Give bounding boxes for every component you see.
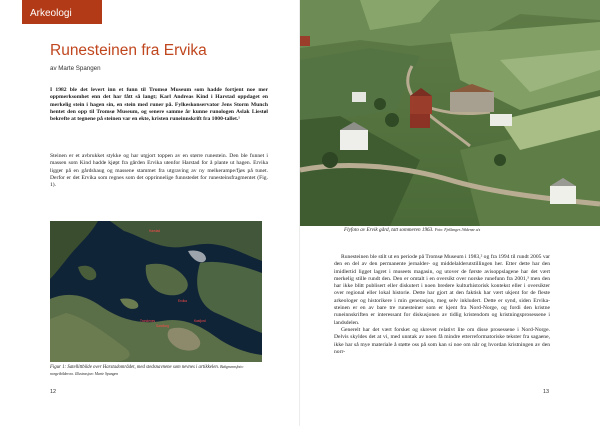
byline: av Marte Spangen xyxy=(50,65,101,72)
body-paragraph: Generelt har det vært forsket og skrevet relativt lite om disse prosessene i Nord-Norge. Delvis skyldes det at vi, med unntak av noen få mindre etterreformatoriske tekster fra sagaene, ikke har så mye materiale å støtte oss på som kan si noe om når og hvordan kristningen av den norr- xyxy=(334,326,550,355)
section-label: Arkeologi xyxy=(22,0,102,24)
page-number-right: 13 xyxy=(543,389,550,395)
figure-caption-text: Figur 1: Satellittbilde over Harstadområdet, med stedsnavnene som nevnes i artikkelen. xyxy=(50,365,219,370)
figure-caption xyxy=(50,364,264,378)
map-label-sandtorg: Sandtorg xyxy=(156,324,169,328)
map-label-harstad: Harstad xyxy=(149,229,161,233)
aerial-photo xyxy=(300,0,600,226)
body-paragraph: Runesteinen ble stilt ut en periode på Tromsø Museum i 1983,² og fra 1994 til rundt 2005 var den en del av den permanente jernalder- og middelalderutstillingen her. Etter dette har den imidlertid ligget lagret i museets magasin, og utover de første avisoppslagene har det vært merkelig stille rundt den. Den er omtalt i en oversikt over norske runefunn fra 2001,³ men den har ikke blitt publisert eller diskutert i noen bredere kulturhistorisk kontekst eller i oversikter over regional eller lokal historie. Dette har gjort at den faktisk har vært ukjent for de fleste arkeologer og historikere i min generasjon, meg selv inkludert. Dette er synd, siden Ervika-steinen er en av bare tre runesteiner som er kjent fra Nord-Norge, og fordi den kristne runeinnskriften er interessant for diskusjonen av tidlig kristendom og kristningsprosessene i landsdelen. xyxy=(334,254,550,326)
body-paragraph: Steinen er et avbrukket stykke og har utgjort toppen av en større runestein. Den ble funnet i massen som Kind hadde kjøpt fra gården Ervika utenfor Harstad for å plante ut hagen. Ervika ligger på en gårdshaug og massene stammet fra utgraving av ny melkerampe/fjøs på tunet. Derfor er det Ervika som regnes som det opprinnelige funnstedet for runesteinsfragmentet (Fig. 1). xyxy=(50,153,268,189)
body-text-right xyxy=(334,254,550,356)
photo-caption-text: Flyfoto av Ervik gård, tatt sommeren 1963. xyxy=(344,227,434,233)
map-label-kasfjord: Kasfjord xyxy=(194,319,206,323)
aerial-photo-image xyxy=(300,0,600,226)
right-page xyxy=(300,0,600,426)
map-label-ervika: Ervika xyxy=(178,299,187,303)
satellite-map-image xyxy=(50,221,262,362)
article-title: Runesteinen fra Ervika xyxy=(50,42,207,59)
satellite-map-figure xyxy=(50,221,262,362)
figure-credit: Bakgrunnsfoto: norgeibilder.no. Illustrasjon: Marte Spangen xyxy=(50,365,244,377)
photo-caption xyxy=(344,227,574,234)
page-number-left: 12 xyxy=(50,389,57,395)
photo-credit: Foto: Fjellanger–Widerøe a/s xyxy=(434,228,481,232)
lead-paragraph: I 1982 ble det levert inn et funn til Tromsø Museum som hadde fortjent noe mer oppmerksomhet enn det har fått så langt; Karl Andreas Kind i Harstad oppdaget en merkelig stein i hagen sin, en stein med runer på. Fylkeskonservator Jens Storm Munch hentet den opp til Tromsø Museum, og senere samme år kunne runologen Aslak Liestøl bekrefte at tegnene på steinen var en ekte, kristen runeinnskrift fra 1000-tallet.¹ xyxy=(50,87,268,123)
map-label-trondenes: Trondenes xyxy=(140,319,156,323)
